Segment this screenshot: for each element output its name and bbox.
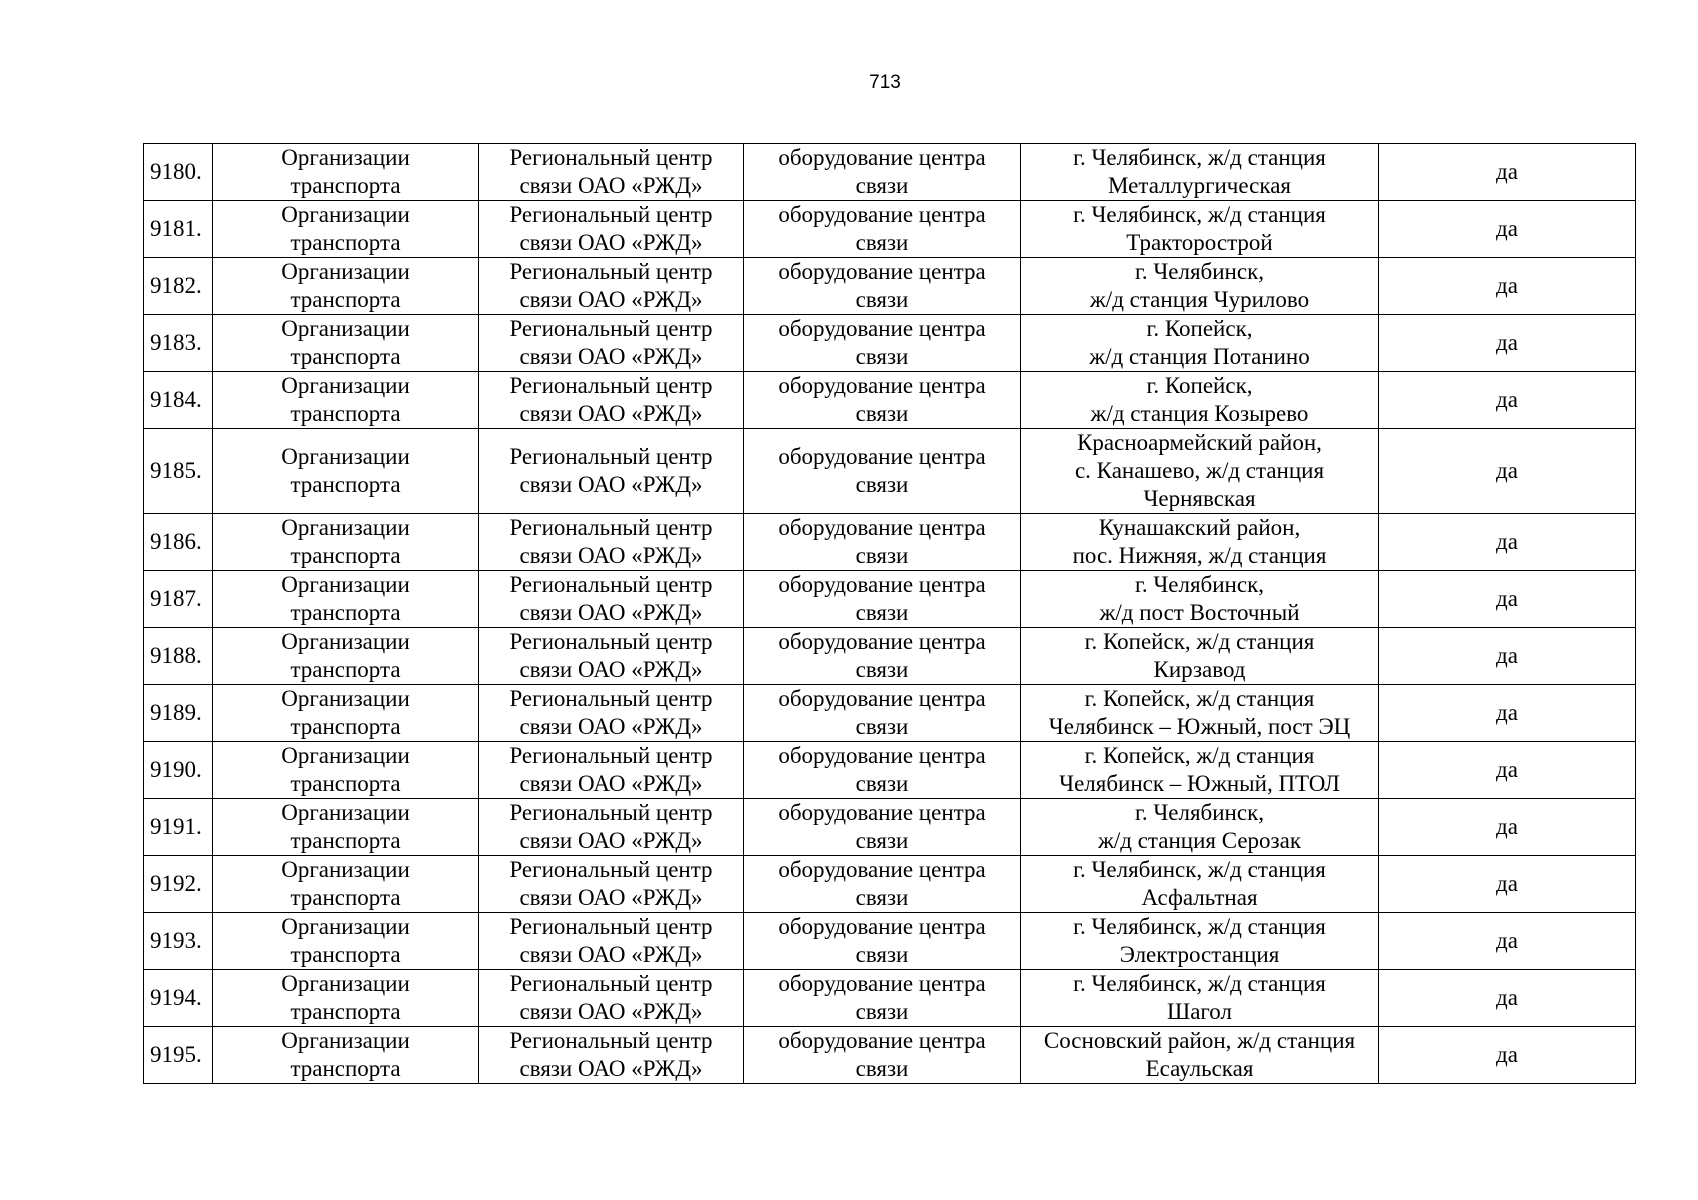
object-cell [744,1027,1021,1084]
flag-cell: да [1379,144,1636,201]
object-line: связи [855,1056,909,1081]
object-line: оборудование центра [778,686,986,711]
location-line: г. Челябинск, ж/д станция [1073,914,1326,939]
flag-cell: да [1379,685,1636,742]
object-line: оборудование центра [778,743,986,768]
owner-line: Региональный центр [509,515,713,540]
row-number-cell: 9188. [144,628,213,685]
organization-type-line: Организации [281,202,410,227]
flag-cell: да [1379,258,1636,315]
table-row [144,1027,1636,1084]
organization-type-line: Организации [281,373,410,398]
object-line: связи [855,885,909,910]
location-line: Чернявская [1143,486,1256,511]
location-line: г. Челябинск, ж/д станция [1073,202,1326,227]
organization-type-line: Организации [281,857,410,882]
object-line: оборудование центра [778,316,986,341]
flag-cell: да [1379,429,1636,514]
flag-cell: да [1379,799,1636,856]
organization-type-line: Организации [281,686,410,711]
owner-line: связи ОАО «РЖД» [519,600,703,625]
owner-cell [479,742,744,799]
owner-line: связи ОАО «РЖД» [519,771,703,796]
location-cell [1021,1027,1379,1084]
row-number-cell: 9184. [144,372,213,429]
organization-type-line: транспорта [290,999,401,1024]
object-line: связи [855,600,909,625]
owner-cell [479,970,744,1027]
object-line: связи [855,472,909,497]
owner-line: Региональный центр [509,743,713,768]
row-number-cell: 9186. [144,514,213,571]
location-line: с. Канашево, ж/д станция [1074,458,1325,483]
flag-cell: да [1379,372,1636,429]
owner-cell [479,372,744,429]
organization-type-cell [213,799,479,856]
object-cell [744,372,1021,429]
object-cell [744,799,1021,856]
flag-cell: да [1379,913,1636,970]
table-row [144,970,1636,1027]
owner-line: Региональный центр [509,373,713,398]
location-line: Челябинск – Южный, пост ЭЦ [1048,714,1351,739]
row-number-cell: 9192. [144,856,213,913]
location-cell [1021,628,1379,685]
location-line: ж/д станция Чурилово [1089,287,1310,312]
flag-cell: да [1379,514,1636,571]
object-line: оборудование центра [778,857,986,882]
organization-type-line: транспорта [290,942,401,967]
organization-type-cell [213,685,479,742]
location-cell [1021,913,1379,970]
organization-type-line: транспорта [290,472,401,497]
location-line: Асфальтная [1141,885,1258,910]
location-cell [1021,514,1379,571]
object-line: оборудование центра [778,444,986,469]
location-line: Кирзавод [1153,657,1246,682]
location-line: г. Челябинск, [1134,800,1264,825]
organization-type-line: Организации [281,444,410,469]
flag-cell: да [1379,201,1636,258]
object-cell [744,913,1021,970]
owner-line: Региональный центр [509,686,713,711]
location-line: Красноармейский район, [1077,430,1322,455]
object-line: оборудование центра [778,971,986,996]
row-number-cell: 9183. [144,315,213,372]
location-line: г. Копейск, ж/д станция [1084,686,1315,711]
owner-line: Региональный центр [509,914,713,939]
organization-type-line: транспорта [290,714,401,739]
object-line: связи [855,230,909,255]
table-row [144,913,1636,970]
organization-type-cell [213,1027,479,1084]
location-line: г. Челябинск, ж/д станция [1073,145,1326,170]
object-line: оборудование центра [778,914,986,939]
owner-line: Региональный центр [509,202,713,227]
organization-type-line: транспорта [290,287,401,312]
owner-cell [479,571,744,628]
location-cell [1021,315,1379,372]
owner-line: связи ОАО «РЖД» [519,714,703,739]
table-row [144,372,1636,429]
organization-type-line: Организации [281,515,410,540]
object-line: оборудование центра [778,202,986,227]
location-cell [1021,970,1379,1027]
row-number-cell: 9195. [144,1027,213,1084]
location-line: Металлургическая [1108,173,1291,198]
table-row [144,315,1636,372]
organization-type-cell [213,372,479,429]
owner-line: связи ОАО «РЖД» [519,543,703,568]
object-cell [744,201,1021,258]
object-cell [744,970,1021,1027]
location-line: г. Копейск, ж/д станция [1084,629,1315,654]
row-number-cell: 9189. [144,685,213,742]
flag-cell: да [1379,856,1636,913]
location-line: Электростанция [1119,942,1280,967]
owner-cell [479,628,744,685]
row-number-cell: 9194. [144,970,213,1027]
organization-type-cell [213,429,479,514]
row-number-cell: 9190. [144,742,213,799]
location-line: Кунашакский район, [1098,515,1301,540]
owner-line: Региональный центр [509,971,713,996]
object-cell [744,628,1021,685]
location-line: Сосновский район, ж/д станция [1043,1028,1356,1053]
organization-type-line: транспорта [290,657,401,682]
organization-type-line: Организации [281,572,410,597]
location-line: г. Челябинск, ж/д станция [1073,857,1326,882]
owner-line: связи ОАО «РЖД» [519,999,703,1024]
table-row [144,799,1636,856]
organization-type-line: транспорта [290,600,401,625]
organization-type-line: Организации [281,316,410,341]
owner-cell [479,315,744,372]
owner-line: Региональный центр [509,145,713,170]
table-row [144,685,1636,742]
organization-type-line: Организации [281,259,410,284]
object-line: оборудование центра [778,145,986,170]
owner-cell [479,144,744,201]
organization-type-line: транспорта [290,173,401,198]
owner-line: Региональный центр [509,572,713,597]
owner-line: связи ОАО «РЖД» [519,287,703,312]
organization-type-line: Организации [281,971,410,996]
object-line: оборудование центра [778,629,986,654]
object-cell [744,514,1021,571]
location-line: ж/д станция Серозак [1097,828,1302,853]
owner-line: связи ОАО «РЖД» [519,344,703,369]
organization-type-line: транспорта [290,885,401,910]
object-line: оборудование центра [778,1028,986,1053]
object-cell [744,856,1021,913]
flag-cell: да [1379,315,1636,372]
organization-type-cell [213,970,479,1027]
organization-type-cell [213,856,479,913]
owner-cell [479,514,744,571]
owner-line: Региональный центр [509,629,713,654]
object-line: оборудование центра [778,572,986,597]
organization-type-cell [213,913,479,970]
organization-type-line: Организации [281,1028,410,1053]
owner-cell [479,429,744,514]
object-cell [744,571,1021,628]
table-row [144,856,1636,913]
organization-type-cell [213,571,479,628]
object-line: связи [855,999,909,1024]
table-row [144,571,1636,628]
object-line: связи [855,543,909,568]
object-line: оборудование центра [778,373,986,398]
object-line: связи [855,828,909,853]
location-line: г. Челябинск, ж/д станция [1073,971,1326,996]
table-row [144,144,1636,201]
owner-line: связи ОАО «РЖД» [519,1056,703,1081]
owner-line: Региональный центр [509,259,713,284]
page-number: 713 [869,72,901,93]
owner-line: Региональный центр [509,316,713,341]
location-line: ж/д станция Козырево [1090,401,1309,426]
row-number-cell: 9185. [144,429,213,514]
organization-type-line: Организации [281,145,410,170]
organization-type-line: транспорта [290,344,401,369]
owner-line: Региональный центр [509,1028,713,1053]
object-line: связи [855,771,909,796]
object-cell [744,742,1021,799]
object-line: связи [855,942,909,967]
row-number-cell: 9181. [144,201,213,258]
organization-type-cell [213,201,479,258]
object-line: связи [855,287,909,312]
flag-cell: да [1379,1027,1636,1084]
organization-type-line: транспорта [290,828,401,853]
table-row [144,201,1636,258]
location-cell [1021,799,1379,856]
row-number-cell: 9187. [144,571,213,628]
organization-type-cell [213,628,479,685]
location-line: Челябинск – Южный, ПТОЛ [1059,771,1340,796]
location-cell [1021,372,1379,429]
owner-cell [479,799,744,856]
owner-cell [479,856,744,913]
location-cell [1021,201,1379,258]
object-line: оборудование центра [778,800,986,825]
location-line: г. Копейск, ж/д станция [1084,743,1315,768]
object-line: оборудование центра [778,515,986,540]
organization-type-line: транспорта [290,1056,401,1081]
flag-cell: да [1379,970,1636,1027]
owner-line: Региональный центр [509,800,713,825]
organization-type-line: транспорта [290,543,401,568]
table-row [144,258,1636,315]
owner-line: связи ОАО «РЖД» [519,472,703,497]
location-line: г. Челябинск, [1134,572,1264,597]
location-cell [1021,144,1379,201]
table-row [144,429,1636,514]
object-cell [744,144,1021,201]
location-cell [1021,571,1379,628]
object-cell [744,258,1021,315]
owner-cell [479,258,744,315]
location-cell [1021,856,1379,913]
organization-type-line: транспорта [290,401,401,426]
registry-table [143,143,1636,1084]
table-row [144,514,1636,571]
owner-line: связи ОАО «РЖД» [519,401,703,426]
flag-cell: да [1379,742,1636,799]
table-row [144,628,1636,685]
organization-type-cell [213,742,479,799]
organization-type-line: Организации [281,629,410,654]
flag-cell: да [1379,571,1636,628]
organization-type-cell [213,144,479,201]
owner-line: связи ОАО «РЖД» [519,885,703,910]
table-row [144,742,1636,799]
owner-cell [479,1027,744,1084]
organization-type-line: транспорта [290,771,401,796]
object-line: связи [855,714,909,739]
row-number-cell: 9182. [144,258,213,315]
row-number-cell: 9193. [144,913,213,970]
location-cell [1021,742,1379,799]
location-line: ж/д станция Потанино [1089,344,1310,369]
owner-cell [479,685,744,742]
organization-type-cell [213,315,479,372]
object-line: связи [855,344,909,369]
location-line: г. Копейск, [1146,373,1253,398]
row-number-cell: 9191. [144,799,213,856]
table-body [144,144,1636,1084]
object-cell [744,315,1021,372]
object-line: оборудование центра [778,259,986,284]
owner-line: связи ОАО «РЖД» [519,657,703,682]
object-line: связи [855,657,909,682]
location-cell [1021,258,1379,315]
object-line: связи [855,401,909,426]
organization-type-cell [213,514,479,571]
organization-type-line: Организации [281,800,410,825]
owner-line: связи ОАО «РЖД» [519,230,703,255]
location-line: пос. Нижняя, ж/д станция [1072,543,1327,568]
object-line: связи [855,173,909,198]
owner-line: связи ОАО «РЖД» [519,828,703,853]
location-cell [1021,429,1379,514]
organization-type-line: Организации [281,743,410,768]
organization-type-line: транспорта [290,230,401,255]
object-cell [744,429,1021,514]
owner-line: Региональный центр [509,444,713,469]
location-line: ж/д пост Восточный [1099,600,1300,625]
organization-type-cell [213,258,479,315]
owner-line: Региональный центр [509,857,713,882]
row-number-cell: 9180. [144,144,213,201]
owner-line: связи ОАО «РЖД» [519,942,703,967]
location-line: Тракторострой [1126,230,1273,255]
owner-line: связи ОАО «РЖД» [519,173,703,198]
location-line: г. Челябинск, [1134,259,1264,284]
owner-cell [479,913,744,970]
owner-cell [479,201,744,258]
object-cell [744,685,1021,742]
location-cell [1021,685,1379,742]
flag-cell: да [1379,628,1636,685]
organization-type-line: Организации [281,914,410,939]
location-line: Есаульская [1145,1056,1254,1081]
location-line: Шагол [1167,999,1232,1024]
location-line: г. Копейск, [1146,316,1253,341]
